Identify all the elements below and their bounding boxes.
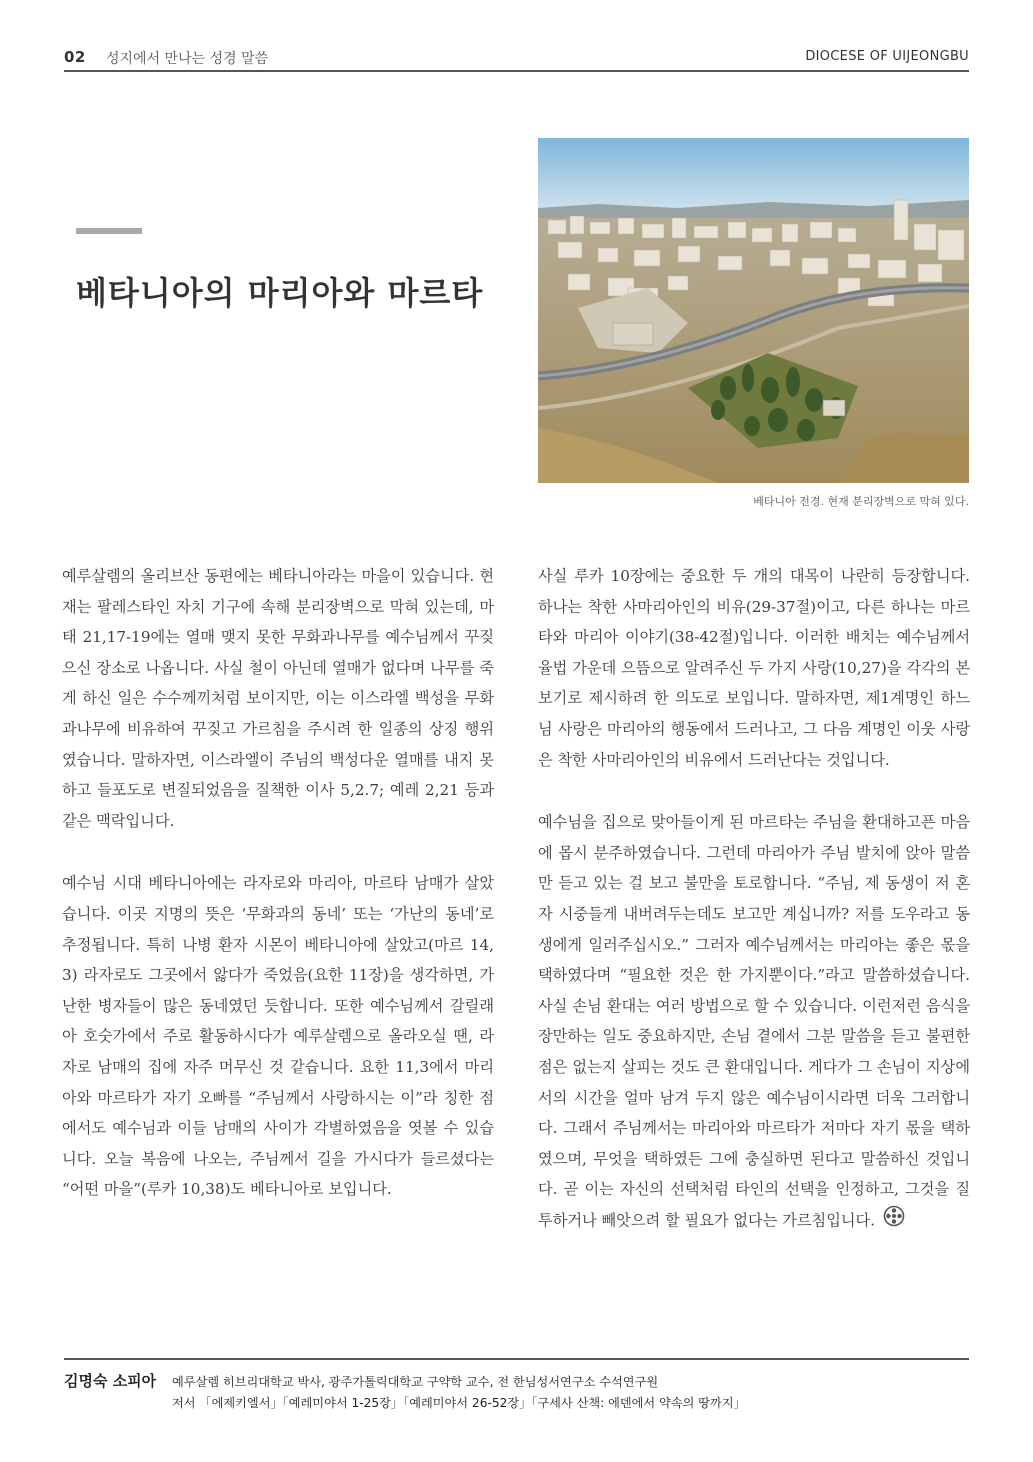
author-bio-line: 저서 「에제키엘서」「예레미야서 1-25장」「예레미야서 26-52장」「구세사 산책: 에덴에서 약속의 땅까지」 [172,1396,746,1410]
left-column [62,561,494,1237]
article-title: 베타니아의 마리아와 마르타 [76,274,484,312]
end-mark-icon [883,1205,905,1238]
footer-divider [64,1358,969,1360]
last-paragraph [538,807,970,1237]
page-number: 02 [64,48,86,66]
author-bio-line: 예루살렘 히브리대학교 박사, 광주가톨릭대학교 구약학 교수, 전 한님성서연구소 수석연구원 [172,1375,659,1389]
section-title: 성지에서 만나는 성경 말씀 [106,51,269,67]
author-name: 김명숙 소피아 [64,1372,157,1390]
paragraph: 예루살렘의 올리브산 동편에는 베타니아라는 마을이 있습니다. 현재는 팔레스타인 자치 기구에 속해 분리장벽으로 막혀 있는데, 마태 21,17-19에는 열매 맺지 못한 무화과나무를 예수님께서 꾸짖으신 장소로 나옵니다. 사실 철이 아닌데 열매가 없다며 나무를 죽게 하신 일은 수수께끼처럼 보이지만, 이는 이스라엘 백성을 무화과나무에 비유하여 꾸짖고 가르침을 주시려 한 일종의 상징 행위였습니다. 말하자면, 이스라엘이 주님의 백성다운 열매를 내지 못하고 들포도로 변질되었음을 질책한 이사 5,2.7; 예레 2,21 등과 같은 맥락입니다. [62,567,494,830]
page-header [64,40,969,72]
paragraph: 예수님 시대 베타니아에는 라자로와 마리아, 마르타 남매가 살았습니다. 이곳 지명의 뜻은 ‘무화과의 동네’ 또는 ‘가난의 동네’로 추정됩니다. 특히 나병 환자 시몬이 베타니아에 살았고(마르 14,3) 라자로도 그곳에서 앓다가 죽었음(요한 11장)을 생각하면, 가난한 병자들이 많은 동네였던 듯합니다. 또한 예수님께서 갈릴래아 호숫가에서 주로 활동하시다가 예루살렘으로 올라오실 땐, 라자로 남매의 집에 자주 머무신 것 같습니다. 요한 11,3에서 마리아와 마르타가 자기 오빠를 “주님께서 사랑하시는 이”라 칭한 점에서도 예수님과 이들 남매의 사이가 각별하였음을 엿볼 수 있습니다. 오늘 복음에 나오는, 주님께서 길을 가시다가 들르셨다는 “어떤 마을”(루카 10,38)도 베타니아로 보입니다. [62,874,494,1199]
photo-caption: 베타니아 전경. 현재 분리장벽으로 막혀 있다. [753,495,969,508]
paragraph: 사실 루카 10장에는 중요한 두 개의 대목이 나란히 등장합니다. 하나는 착한 사마리아인의 비유(29-37절)이고, 다른 하나는 마르타와 마리아 이야기(38-42절)입니다. 이러한 배치는 예수님께서 율법 가운데 으뜸으로 알려주신 두 가지 사랑(10,27)을 각각의 본보기로 제시하려 한 의도로 보입니다. 말하자면, 제1계명인 하느님 사랑은 마리아의 행동에서 드러나고, 그 다음 계명인 이웃 사랑은 착한 사마리아인의 비유에서 드러난다는 것입니다. [538,567,970,769]
publisher-name: DIOCESE OF UIJEONGBU [805,49,969,64]
paragraph-text: 예수님을 집으로 맞아들이게 된 마르타는 주님을 환대하고픈 마음에 몹시 분주하였습니다. 그런데 마리아가 주님 발치에 앉아 말씀만 듣고 있는 걸 보고 불만을 토로합니다. “주님, 제 동생이 저 혼자 시중들게 내버려두는데도 보고만 계십니까? 저를 도우라고 동생에게 일러주십시오.” 그러자 예수님께서는 마리아는 좋은 몫을 택하였다며 “필요한 것은 한 가지뿐이다.”라고 말씀하셨습니다. 사실 손님 환대는 여러 방법으로 할 수 있습니다. 이런저런 음식을 장만하는 일도 중요하지만, 손님 곁에서 그분 말씀을 듣고 불편한 점은 없는지 살피는 것도 큰 환대입니다. 게다가 그 손님이 지상에서의 시간을 얼마 남겨 두지 않은 예수님이시라면 더욱 그러합니다. 그래서 주님께서는 마리아와 마르타가 저마다 자기 몫을 택하였으며, 무엇을 택하였든 그에 충실하면 된다고 말씀하신 것입니다. 곧 이는 자신의 선택처럼 타인의 선택을 인정하고, 그것을 질투하거나 빼앗으려 할 필요가 없다는 가르침입니다. [538,813,970,1230]
bethany-aerial-photo [538,138,969,483]
author-bio [172,1372,746,1414]
right-column [538,561,970,1269]
title-accent-bar [76,228,142,234]
